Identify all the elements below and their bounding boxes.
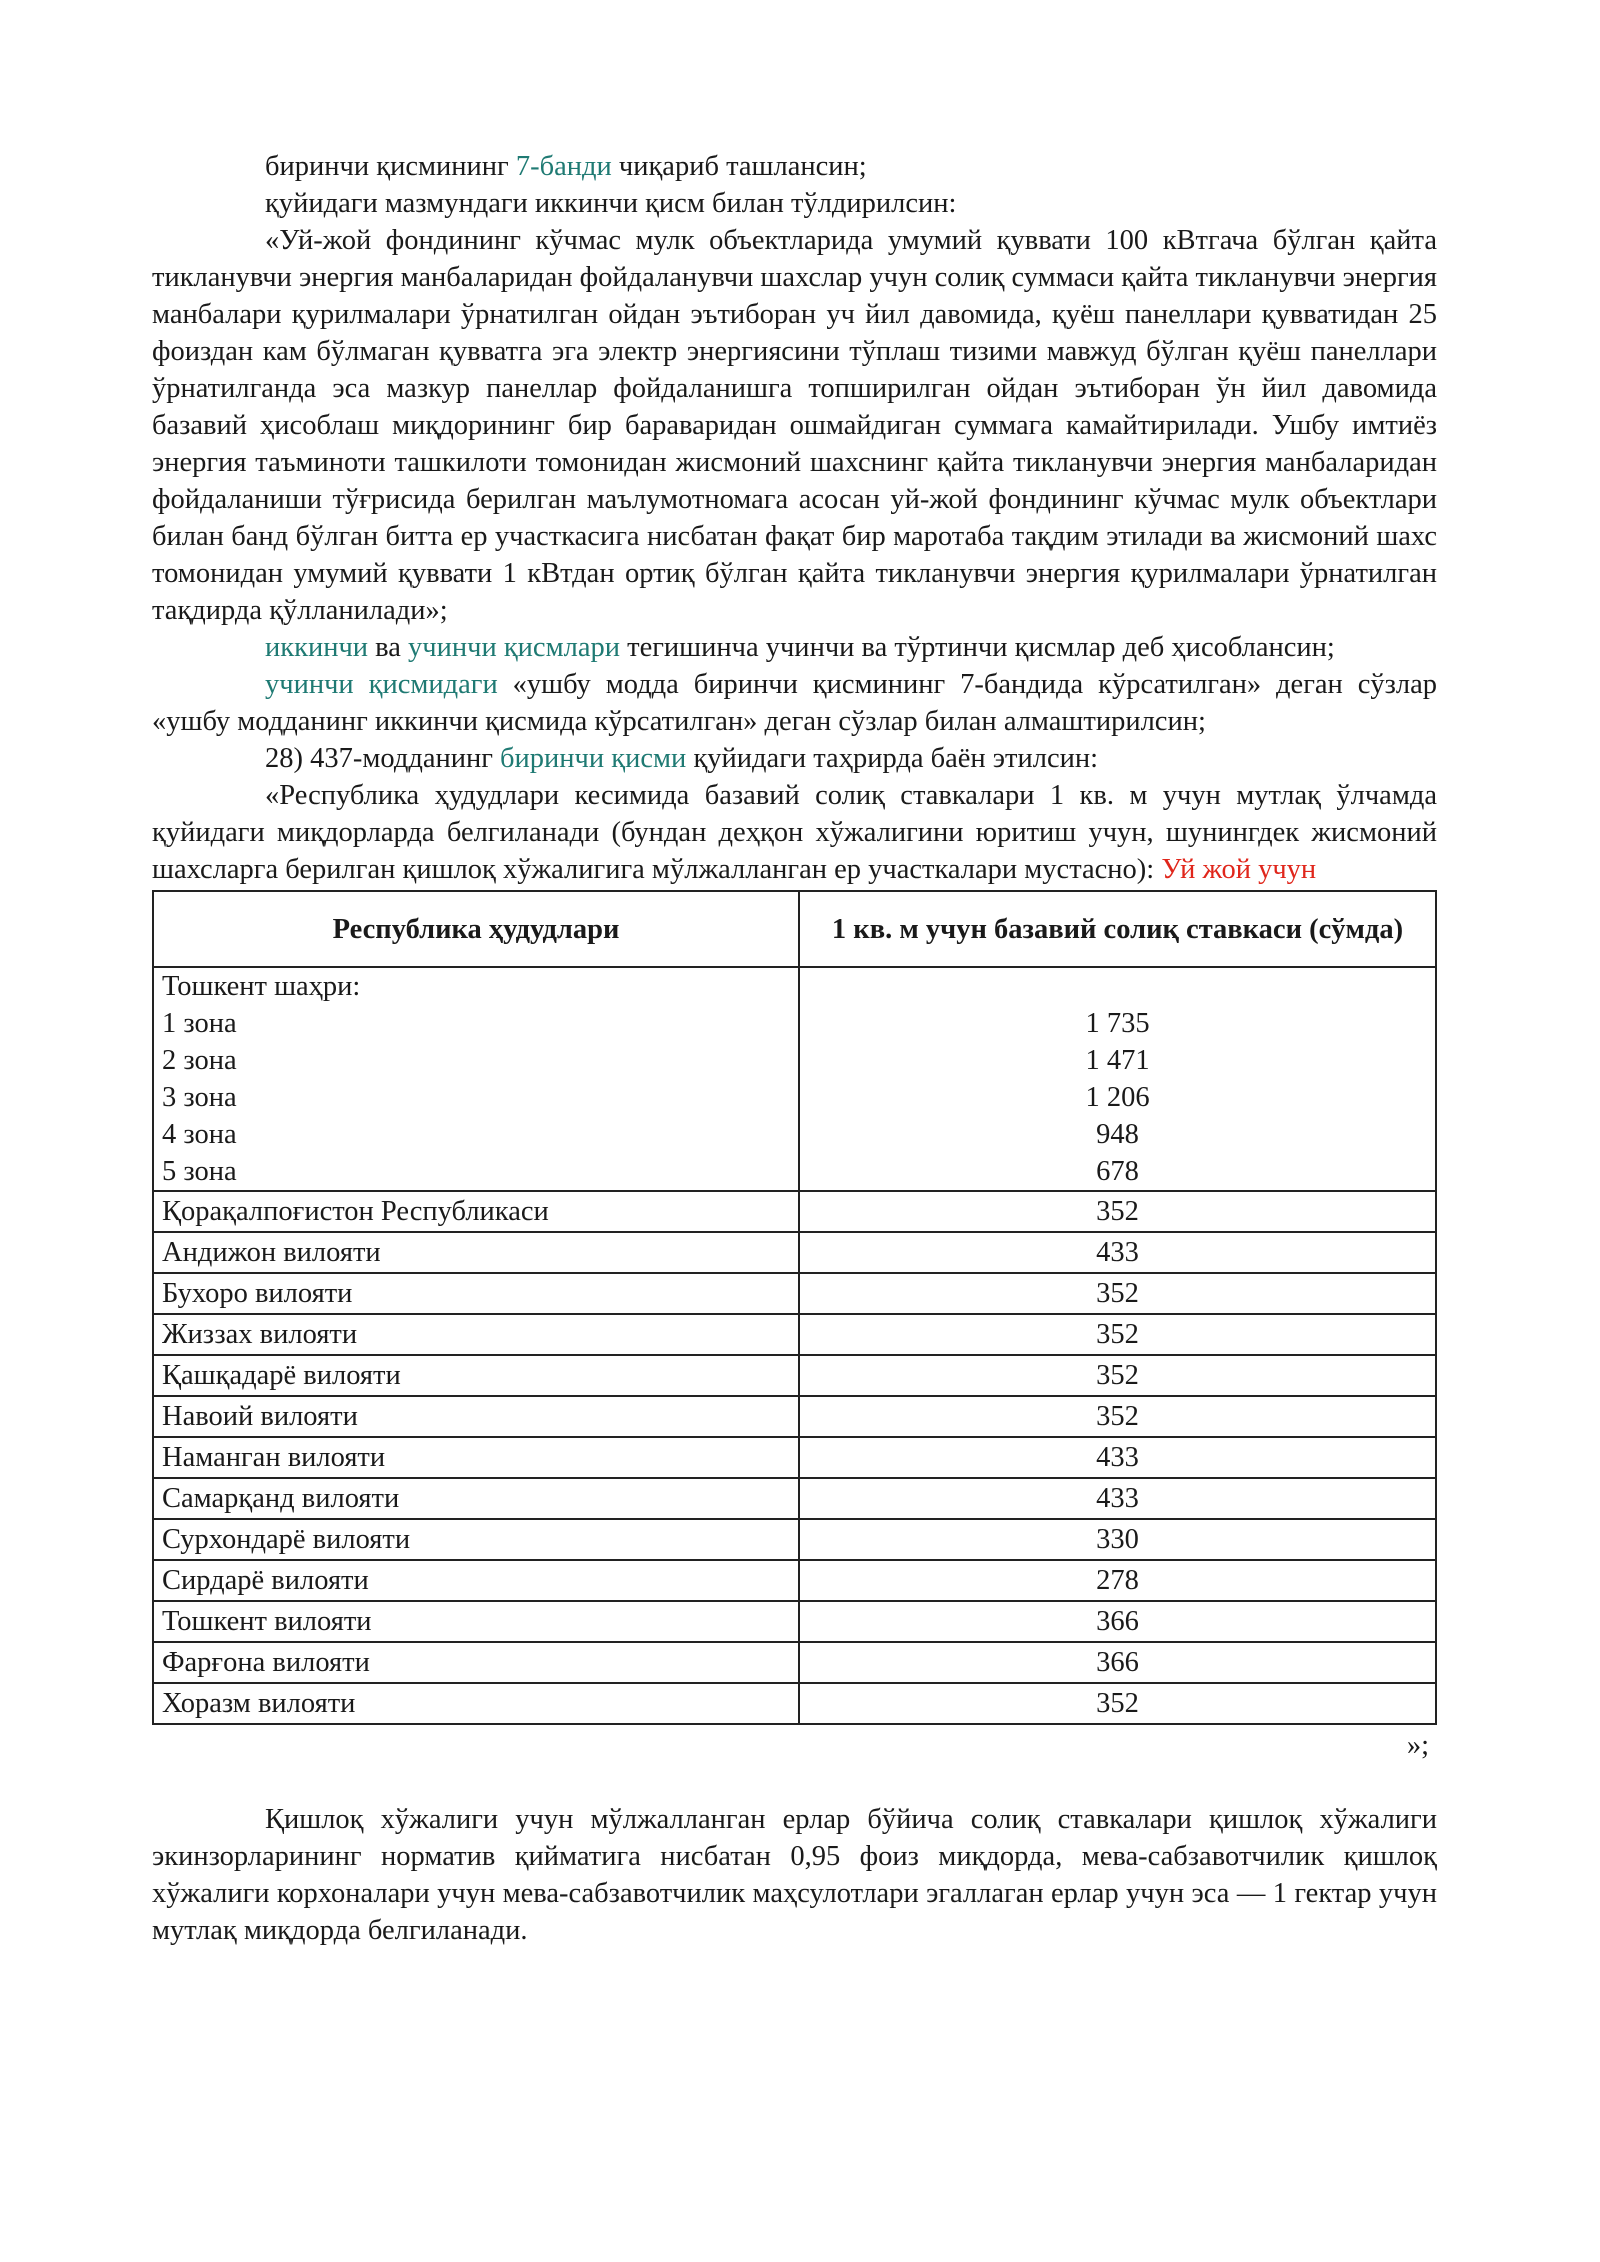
highlighted-note: Уй жой учун [1161,854,1317,885]
table-row-tashkent-city [153,967,1436,1191]
reference-link-item-7[interactable]: 7-банди [515,151,612,182]
region-rate: 352 [799,1355,1436,1396]
region-name: Андижон вилояти [153,1232,799,1273]
column-header-regions: Республика ҳудудлари [153,891,799,967]
zone-label: 4 зона [162,1119,237,1150]
table-row [153,1355,1436,1396]
document-page [152,148,1437,1949]
region-name: Бухоро вилояти [153,1273,799,1314]
region-rate: 366 [799,1601,1436,1642]
paragraph-6 [152,740,1437,777]
table-row [153,1560,1436,1601]
region-rate: 352 [799,1314,1436,1355]
paragraph-1 [152,148,1437,185]
table-header-row [153,891,1436,967]
region-rate: 352 [799,1396,1436,1437]
table-body [153,967,1436,1724]
table-row [153,1396,1436,1437]
region-rate: 278 [799,1560,1436,1601]
region-rate: 352 [799,1273,1436,1314]
region-name: Сурхондарё вилояти [153,1519,799,1560]
reference-link-second-part[interactable]: иккинчи [265,632,369,663]
zone-label: 2 зона [162,1045,237,1076]
region-name: Фарғона вилояти [153,1642,799,1683]
zone-rate: 1 206 [1085,1082,1150,1113]
region-name: Сирдарё вилояти [153,1560,799,1601]
region-name: Наманган вилояти [153,1437,799,1478]
region-rate: 352 [799,1191,1436,1232]
paragraph-4 [152,629,1437,666]
tashkent-city-rates [799,967,1436,1191]
paragraph-7-text: «Республика ҳудудлари кесимида базавий солиқ ставкалари 1 кв. м учун мутлақ ўлчамда қуйидаги миқдорларда белгиланади (бундан деҳқон хўжалигини юритиш учун, шунингдек жисмоний шахсларга берилган қишлоқ хўжалигига мўлжалланган ер участкалари мустасно): [152,780,1437,885]
tashkent-city-cell [153,967,799,1191]
region-rate: 433 [799,1232,1436,1273]
reference-link-first-part[interactable]: биринчи қисми [500,743,687,774]
table-row [153,1191,1436,1232]
region-rate: 366 [799,1642,1436,1683]
paragraph-4-conjunction: ва [368,632,409,663]
table-row [153,1314,1436,1355]
paragraph-6-text: 28) 437-модданинг [265,743,501,774]
paragraph-2: қуйидаги мазмундаги иккинчи қисм билан тўлдирилсин: [265,188,957,219]
tashkent-city-title: Тошкент шаҳри: [162,971,361,1002]
region-name: Навоий вилояти [153,1396,799,1437]
zone-label: 3 зона [162,1082,237,1113]
table-row [153,1601,1436,1642]
region-rate: 352 [799,1683,1436,1724]
paragraph-1-tail: чиқариб ташлансин; [611,151,867,182]
table-row [153,1437,1436,1478]
zone-rate: 948 [1096,1119,1139,1150]
zone-rate: 678 [1096,1156,1139,1187]
spacer [152,1764,1437,1801]
paragraph-7 [152,777,1437,888]
zone-rate: 1 471 [1085,1045,1150,1076]
region-rate: 433 [799,1437,1436,1478]
region-name: Қорақалпоғистон Республикаси [153,1191,799,1232]
zone-rate: 1 735 [1085,1008,1150,1039]
paragraph-8: Қишлоқ хўжалиги учун мўлжалланган ерлар бўйича солиқ ставкалари қишлоқ хўжалиги экинзорларининг норматив қийматига нисбатан 0,95 фоиз миқдорда, мева-сабзавотчилик қишлоқ хўжалиги корхоналари учун мева-сабзавотчилик маҳсулотлари эгаллаган ерлар учун эса — 1 гектар учун мутлақ миқдорда белгиланади. [152,1804,1437,1946]
column-header-rate: 1 кв. м учун базавий солиқ ставкаси (сўмда) [799,891,1436,967]
paragraph-5 [152,666,1437,740]
table-row [153,1683,1436,1724]
table-row [153,1519,1436,1560]
reference-link-third-part[interactable]: учинчи қисмидаги [265,669,498,700]
table-row [153,1478,1436,1519]
zone-label: 1 зона [162,1008,237,1039]
table-row [153,1642,1436,1683]
paragraph-1-text: биринчи қисмининг [265,151,516,182]
region-rate: 433 [799,1478,1436,1519]
region-name: Хоразм вилояти [153,1683,799,1724]
paragraph-3: «Уй-жой фондининг кўчмас мулк объектларида умумий қуввати 100 кВтгача бўлган қайта тикланувчи энергия манбаларидан фойдаланувчи шахслар учун солиқ суммаси қайта тикланувчи энергия манбалари қурилмалари ўрнатилган ойдан эътиборан уч йил давомида, қуёш панеллари қувватидан 25 фоиздан кам бўлмаган қувватга эга электр энергиясини тўплаш тизими мавжуд бўлган қуёш панеллари ўрнатилганда эса мазкур панеллар фойдаланишга топширилган ойдан эътиборан ўн йил давомида базавий ҳисоблаш миқдорининг бир бараваридан ошмайдиган суммага камайтирилади. Ушбу имтиёз энергия таъминоти ташкилоти томонидан жисмоний шахснинг қайта тикланувчи энергия манбаларидан фойдаланиши тўғрисида берилган маълумотномага асосан уй-жой фондининг кўчмас мулк объектлари билан банд бўлган битта ер участкасига нисбатан фақат бир маротаба тақдим этилади ва жисмоний шахс томонидан умумий қуввати 1 кВтдан ортиқ бўлган қайта тикланувчи энергия қурилмалари ўрнатилган тақдирда қўлланилади»; [152,225,1438,626]
table-row [153,1273,1436,1314]
region-name: Тошкент вилояти [153,1601,799,1642]
table-row [153,1232,1436,1273]
tax-rate-table [152,890,1437,1725]
zone-label: 5 зона [162,1156,237,1187]
paragraph-4-tail: тегишинча учинчи ва тўртинчи қисмлар деб ҳисоблансин; [620,632,1335,663]
region-name: Жиззах вилояти [153,1314,799,1355]
region-name: Қашқадарё вилояти [153,1355,799,1396]
paragraph-6-tail: қуйидаги таҳрирда баён этилсин: [686,743,1099,774]
paragraph-5-tail: «ушбу модда биринчи қисмининг 7-бандида кўрсатилган» деган сўзлар «ушбу модданинг иккинчи қисмида кўрсатилган» деган сўзлар билан алмаштирилсин; [152,669,1437,737]
quote-closing: »; [1406,1730,1429,1761]
region-rate: 330 [799,1519,1436,1560]
reference-link-third-parts[interactable]: учинчи қисмлари [408,632,620,663]
region-name: Самарқанд вилояти [153,1478,799,1519]
